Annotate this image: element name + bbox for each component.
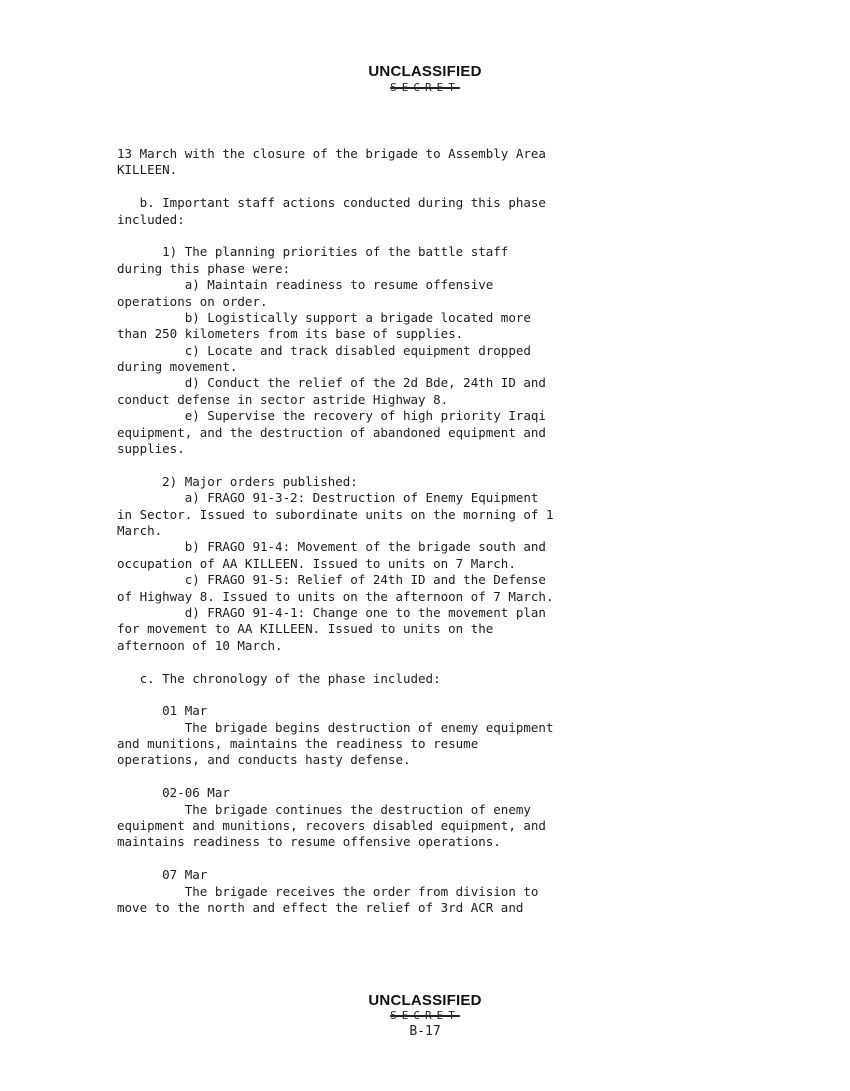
text-line: equipment and munitions, recovers disabled equipment, and [117, 818, 546, 834]
text-line: c. The chronology of the phase included: [117, 670, 441, 686]
text-line: d) FRAGO 91-4-1: Change one to the movement plan [117, 604, 546, 620]
text-line: move to the north and effect the relief of 3rd ACR and [117, 899, 524, 915]
text-line: b) FRAGO 91-4: Movement of the brigade south and [117, 539, 546, 555]
header-classification: UNCLASSIFIED [368, 63, 482, 80]
document-body [117, 146, 717, 916]
text-line: of Highway 8. Issued to units on the afternoon of 7 March. [117, 588, 554, 604]
text-line: The brigade receives the order from division to [117, 883, 539, 899]
header-struck-marking: SECRET [390, 81, 460, 94]
text-line: 1) The planning priorities of the battle staff [117, 244, 509, 260]
text-line: occupation of AA KILLEEN. Issued to units on 7 March. [117, 555, 516, 571]
footer-struck-marking: SECRET [390, 1009, 460, 1022]
text-line: c) Locate and track disabled equipment dropped [117, 342, 531, 358]
text-line: for movement to AA KILLEEN. Issued to units on the [117, 621, 494, 637]
text-line: The brigade continues the destruction of enemy [117, 801, 531, 817]
text-line: 02-06 Mar [117, 785, 230, 801]
text-line: during this phase were: [117, 260, 291, 276]
text-line: equipment, and the destruction of abandoned equipment and [117, 424, 546, 440]
text-line: 01 Mar [117, 703, 208, 719]
text-line: maintains readiness to resume offensive operations. [117, 834, 501, 850]
text-line: supplies. [117, 441, 185, 457]
text-line: d) Conduct the relief of the 2d Bde, 24th ID and [117, 375, 546, 391]
blank-line [117, 769, 717, 785]
text-line: and munitions, maintains the readiness to resume [117, 736, 479, 752]
text-line: KILLEEN. [117, 162, 178, 178]
blank-line [117, 179, 717, 195]
text-line: afternoon of 10 March. [117, 637, 283, 653]
text-line: 2) Major orders published: [117, 473, 358, 489]
blank-line [117, 457, 717, 473]
blank-line [117, 654, 717, 670]
text-line: operations on order. [117, 293, 268, 309]
blank-line [117, 851, 717, 867]
text-line: during movement. [117, 359, 238, 375]
text-line: conduct defense in sector astride Highway 8. [117, 391, 449, 407]
text-line: c) FRAGO 91-5: Relief of 24th ID and the Defense [117, 572, 546, 588]
text-line: a) FRAGO 91-3-2: Destruction of Enemy Equipment [117, 490, 539, 506]
footer-classification: UNCLASSIFIED [368, 992, 482, 1009]
text-line: The brigade begins destruction of enemy equipment [117, 719, 554, 735]
text-line: 13 March with the closure of the brigade to Assembly Area [117, 146, 546, 161]
text-line: operations, and conducts hasty defense. [117, 752, 411, 768]
text-line: included: [117, 211, 185, 227]
blank-line [117, 687, 717, 703]
blank-line [117, 228, 717, 244]
text-line: a) Maintain readiness to resume offensive [117, 277, 494, 293]
text-line: b. Important staff actions conducted during this phase [117, 195, 546, 211]
text-line: b) Logistically support a brigade located more [117, 309, 531, 325]
text-line: 07 Mar [117, 867, 208, 883]
text-line: e) Supervise the recovery of high priority Iraqi [117, 408, 546, 424]
text-line: than 250 kilometers from its base of supplies. [117, 326, 464, 342]
text-line: in Sector. Issued to subordinate units on the morning of 1 [117, 506, 554, 522]
page-number: B-17 [409, 1024, 441, 1039]
text-line: March. [117, 522, 163, 538]
